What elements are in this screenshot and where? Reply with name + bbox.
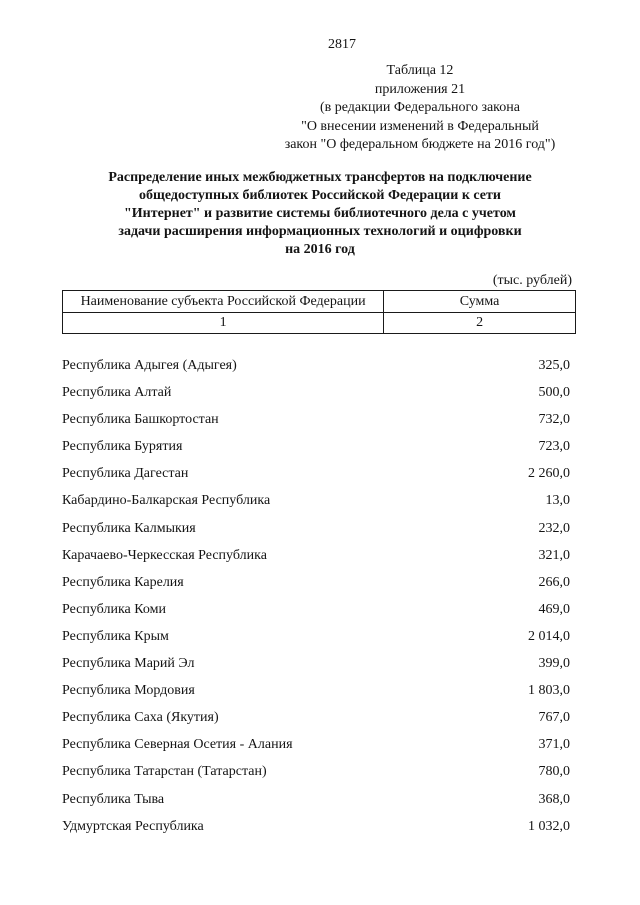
amount-value: 399,0 xyxy=(538,656,570,672)
table-row xyxy=(62,704,570,731)
table-row xyxy=(62,731,570,758)
amount-value: 13,0 xyxy=(545,493,570,509)
amount-value: 1 803,0 xyxy=(528,683,570,699)
column-number-1: 1 xyxy=(63,313,384,334)
amount-value: 2 260,0 xyxy=(528,466,570,482)
table-row xyxy=(62,379,570,406)
appendix-reference xyxy=(255,62,585,155)
amount-value: 371,0 xyxy=(538,737,570,753)
title-line: общедоступных библиотек Российской Федерации к сети xyxy=(139,188,501,203)
column-header-region: Наименование субъекта Российской Федерации xyxy=(63,291,384,313)
appendix-line: приложения 21 xyxy=(374,81,466,97)
table-row xyxy=(62,786,570,813)
appendix-line: Таблица 12 xyxy=(386,63,454,78)
amount-value: 732,0 xyxy=(538,412,570,428)
region-name: Республика Тыва xyxy=(62,791,165,807)
amount-value: 500,0 xyxy=(538,385,570,401)
appendix-line: "О внесении изменений в Федеральный xyxy=(301,118,539,134)
title-line: на 2016 год xyxy=(285,242,355,257)
region-name: Республика Башкортостан xyxy=(62,412,219,428)
column-header-amount: Сумма xyxy=(384,291,576,313)
column-number-row xyxy=(63,313,576,334)
region-name: Республика Мордовия xyxy=(62,683,195,699)
amount-value: 325,0 xyxy=(538,358,570,373)
document-title xyxy=(60,169,580,259)
region-name: Кабардино-Балкарская Республика xyxy=(62,493,271,509)
amount-value: 321,0 xyxy=(538,547,570,563)
table-row xyxy=(62,406,570,433)
table-row xyxy=(62,542,570,569)
table-row xyxy=(62,515,570,542)
page-number: 2817 xyxy=(328,37,356,52)
table-row xyxy=(62,677,570,704)
title-line: Распределение иных межбюджетных трансфертов на подключение xyxy=(108,170,532,185)
table-row xyxy=(62,487,570,514)
region-name: Республика Марий Эл xyxy=(62,656,195,672)
amount-value: 780,0 xyxy=(538,764,570,780)
title-line: задачи расширения информационных технологий и оцифровки xyxy=(118,224,522,239)
amount-value: 2 014,0 xyxy=(528,628,570,644)
region-name: Республика Дагестан xyxy=(62,466,189,482)
region-name: Республика Коми xyxy=(62,601,166,617)
appendix-line: закон "О федеральном бюджете на 2016 год") xyxy=(284,137,556,153)
amount-value: 469,0 xyxy=(538,601,570,617)
table-row xyxy=(62,596,570,623)
table-row xyxy=(62,460,570,487)
header-row xyxy=(63,291,576,313)
region-name: Республика Крым xyxy=(62,628,169,644)
region-name: Республика Саха (Якутия) xyxy=(62,710,219,726)
table-header xyxy=(62,290,576,334)
region-name: Республика Алтай xyxy=(62,385,172,401)
amount-value: 767,0 xyxy=(538,710,570,726)
region-name: Республика Карелия xyxy=(62,574,184,590)
table-body xyxy=(62,352,570,840)
amount-value: 266,0 xyxy=(538,574,570,590)
region-name: Удмуртская Республика xyxy=(62,818,204,834)
amount-value: 232,0 xyxy=(538,520,570,536)
appendix-line: (в редакции Федерального закона xyxy=(320,100,520,116)
column-number-2: 2 xyxy=(384,313,576,334)
table-row xyxy=(62,352,570,379)
region-name: Республика Северная Осетия - Алания xyxy=(62,737,293,753)
amount-value: 368,0 xyxy=(538,791,570,807)
amount-value: 723,0 xyxy=(538,439,570,455)
title-line: "Интернет" и развитие системы библиотечного дела с учетом xyxy=(124,206,516,221)
region-name: Республика Татарстан (Татарстан) xyxy=(62,764,267,780)
table-row xyxy=(62,758,570,785)
units-label: (тыс. рублей) xyxy=(492,273,572,288)
region-name: Карачаево-Черкесская Республика xyxy=(62,547,267,563)
table-row xyxy=(62,433,570,460)
region-name: Республика Адыгея (Адыгея) xyxy=(62,358,237,373)
region-name: Республика Калмыкия xyxy=(62,520,196,536)
amount-value: 1 032,0 xyxy=(528,818,570,834)
table-row xyxy=(62,623,570,650)
table-row xyxy=(62,650,570,677)
table-row xyxy=(62,813,570,840)
table-row xyxy=(62,569,570,596)
region-name: Республика Бурятия xyxy=(62,439,183,455)
